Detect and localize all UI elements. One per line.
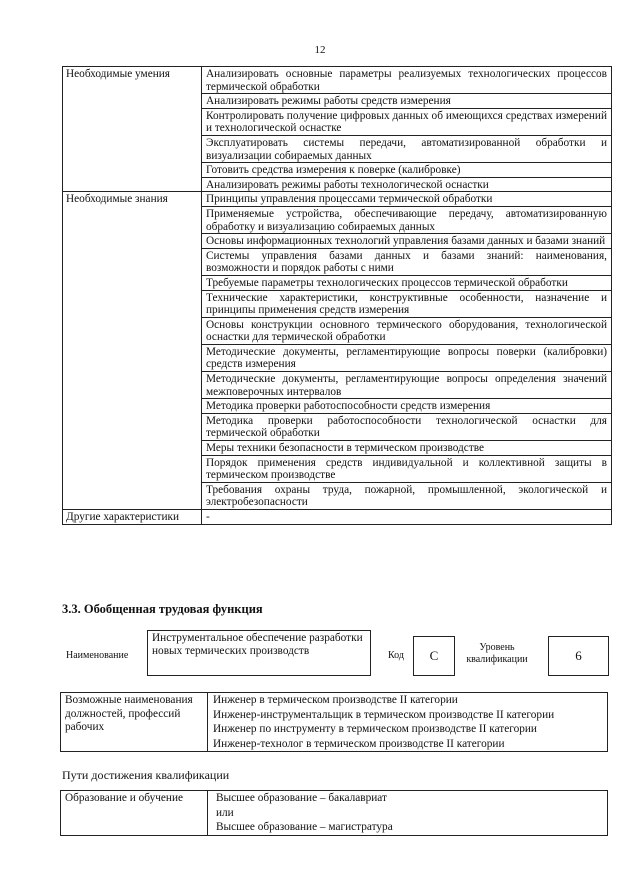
table-row [63, 135, 612, 162]
position-item: Инженер-технолог в термическом производстве II категории [208, 737, 608, 752]
name-label: Наименование [66, 650, 129, 661]
table-row [61, 791, 608, 806]
knowledge-item: Применяемые устройства, обеспечивающие передачу, автоматизированную обработку и визуализацию собираемых данных [202, 206, 612, 233]
table-row [63, 510, 612, 525]
table-row [63, 413, 612, 440]
positions-table [60, 692, 608, 752]
position-item: Инженер в термическом производстве II категории [208, 693, 608, 708]
table-row [63, 234, 612, 249]
knowledge-item: Методика проверки работоспособности средств измерения [202, 399, 612, 414]
knowledge-item: Технические характеристики, конструктивные особенности, назначение и принципы применения средств измерения [202, 290, 612, 317]
skills-label: Необходимые умения [63, 67, 202, 94]
skill-item: Анализировать режимы работы технологической оснастки [202, 177, 612, 192]
knowledge-item: Принципы управления процессами термической обработки [202, 192, 612, 207]
skill-item: Анализировать основные параметры реализуемых технологических процессов термической обработки [202, 67, 612, 94]
function-name-box: Инструментальное обеспечение разработки новых термических производств [147, 630, 371, 676]
level-label: Уровень квалификации [466, 642, 528, 665]
table-row [63, 108, 612, 135]
skill-item: Готовить средства измерения к поверке (калибровке) [202, 163, 612, 178]
paths-title: Пути достижения квалификации [62, 768, 230, 782]
positions-label: Возможные наименования должностей, профессий рабочих [61, 693, 208, 752]
knowledge-item: Методика проверки работоспособности технологической оснастки для термической обработки [202, 413, 612, 440]
education-table [60, 790, 608, 836]
table-row [63, 248, 612, 275]
knowledge-item: Требуемые параметры технологических процессов термической обработки [202, 275, 612, 290]
knowledge-item: Меры техники безопасности в термическом производстве [202, 441, 612, 456]
education-item: Высшее образование – бакалавриат [208, 791, 608, 806]
table-row [63, 163, 612, 178]
table-row [63, 94, 612, 109]
knowledge-item: Основы информационных технологий управления базами данных и базами знаний [202, 234, 612, 249]
other-label: Другие характеристики [63, 510, 202, 525]
position-item: Инженер-инструментальщик в термическом производстве II категории [208, 708, 608, 723]
knowledge-item: Порядок применения средств индивидуальной и коллективной защиты в термическом производстве [202, 455, 612, 482]
level-box: 6 [548, 636, 609, 676]
table-row [63, 441, 612, 456]
knowledge-item: Основы конструкции основного термического оборудования, технологической оснастки для термической обработки [202, 317, 612, 344]
table-row [63, 482, 612, 509]
knowledge-item: Требования охраны труда, пожарной, промышленной, экологической и электробезопасности [202, 482, 612, 509]
education-item: Высшее образование – магистратура [208, 820, 608, 835]
knowledge-item: Методические документы, регламентирующие вопросы определения значений межповерочных интервалов [202, 372, 612, 399]
table-row [63, 67, 612, 94]
table-row [63, 455, 612, 482]
table-row [63, 399, 612, 414]
table-row [61, 693, 608, 708]
education-item: или [208, 806, 608, 821]
table-row [63, 317, 612, 344]
table-row [63, 275, 612, 290]
other-value: - [202, 510, 612, 525]
code-label: Код [388, 650, 404, 661]
table-row [63, 206, 612, 233]
knowledge-item: Методические документы, регламентирующие вопросы поверки (калибровки) средств измерения [202, 344, 612, 371]
skill-item: Эксплуатировать системы передачи, автоматизированной обработки и визуализации собираемых данных [202, 135, 612, 162]
table-row [63, 192, 612, 207]
skill-item: Контролировать получение цифровых данных об имеющихся средствах измерений и технологической оснастке [202, 108, 612, 135]
code-box: C [413, 636, 455, 676]
table-row [63, 290, 612, 317]
knowledge-label: Необходимые знания [63, 192, 202, 207]
table-row [63, 177, 612, 192]
knowledge-item: Системы управления базами данных и базами знаний: наименования, возможности и порядок работы с ними [202, 248, 612, 275]
table-row [63, 372, 612, 399]
position-item: Инженер по инструменту в термическом производстве II категории [208, 722, 608, 737]
education-label: Образование и обучение [61, 791, 208, 836]
section-title: 3.3. Обобщенная трудовая функция [62, 602, 263, 616]
skill-item: Анализировать режимы работы средств измерения [202, 94, 612, 109]
requirements-table [62, 66, 612, 525]
page-number: 12 [314, 44, 326, 56]
table-row [63, 344, 612, 371]
